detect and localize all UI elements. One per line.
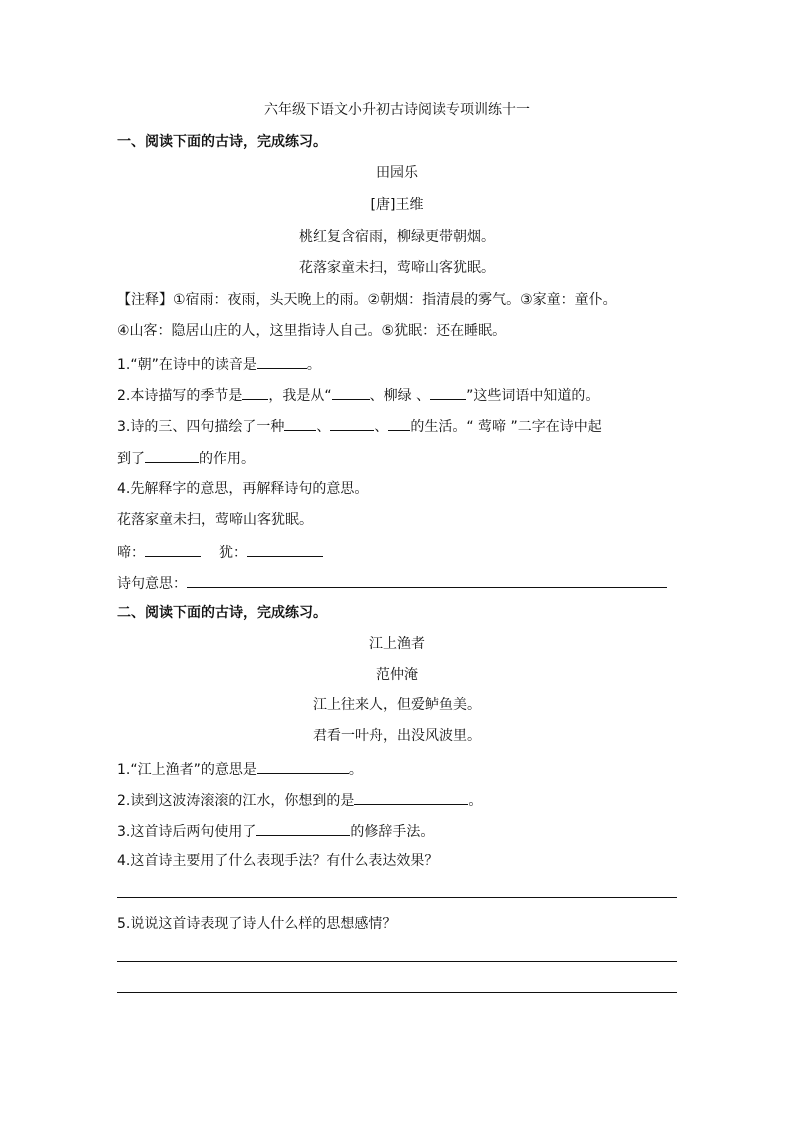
s1-q3-sep2: 、 [374, 419, 389, 435]
poem1-notes-line1: 【注释】①宿雨：夜雨，头天晚上的雨。②朝烟：指清晨的雾气。③家童：童仆。 [117, 292, 617, 308]
s1-q3-blank1[interactable] [284, 415, 316, 431]
s1-question1 [117, 353, 677, 375]
s1-q4-you-label: 犹： [219, 545, 247, 561]
s2-q3-text: 3.这首诗后两句使用了 [117, 824, 257, 840]
s2-question4: 4.这首诗主要用了什么表现手法？有什么表达效果？ [117, 853, 439, 869]
poem2-title: 江上渔者 [369, 636, 425, 652]
s1-q2-text-a: 2.本诗描写的季节是 [117, 388, 243, 404]
s2-q2-blank[interactable] [354, 789, 468, 805]
s1-q3-text-e: 到了 [117, 451, 145, 467]
section2-heading: 二、阅读下面的古诗，完成练习。 [117, 605, 327, 621]
section1-heading: 一、阅读下面的古诗，完成练习。 [117, 134, 327, 150]
s1-q3-text-f: 的作用。 [199, 451, 255, 467]
s2-q1-blank[interactable] [257, 758, 349, 774]
s2-q2-text: 2.读到这波涛滚滚的江水，你想到的是 [117, 793, 355, 809]
s2-q1-text: 1.“江上渔者”的意思是 [117, 762, 257, 778]
s1-q4-meaning-label: 诗句意思： [117, 576, 187, 592]
s2-question2 [117, 789, 677, 811]
s1-q4-ti-blank[interactable] [145, 541, 201, 557]
s1-question3-cont [117, 447, 677, 469]
poem1-notes-line2: ④山客：隐居山庄的人，这里指诗人自己。⑤犹眠：还在睡眠。 [117, 323, 507, 339]
poem1-line2: 花落家童未扫，莺啼山客犹眠。 [299, 260, 495, 276]
s1-q4-meaning-blank[interactable] [187, 572, 667, 588]
poem1-title: 田园乐 [376, 165, 418, 181]
poem1-line1: 桃红复含宿雨，柳绿更带朝烟。 [299, 229, 495, 245]
s1-q4-poem-line: 花落家童未扫，莺啼山客犹眠。 [117, 512, 313, 528]
document-title: 六年级下语文小升初古诗阅读专项训练十一 [264, 102, 530, 118]
s1-q1-end: 。 [306, 357, 321, 373]
s2-question5: 5.说说这首诗表现了诗人什么样的思想感情？ [117, 916, 397, 932]
s2-q3-end: 的修辞手法。 [350, 824, 435, 840]
s1-question3 [117, 415, 677, 437]
poem2-line2: 君看一叶舟，出没风波里。 [313, 728, 481, 744]
s1-q3-blank4[interactable] [145, 447, 199, 463]
s1-q4-meaning [117, 572, 677, 594]
s2-q2-end: 。 [468, 793, 483, 809]
s1-question4: 4.先解释字的意思，再解释诗句的意思。 [117, 481, 369, 497]
s2-q3-blank[interactable] [256, 820, 350, 836]
s2-q5-answer-line1[interactable] [117, 961, 677, 962]
s1-q3-sep1: 、 [316, 419, 331, 435]
s1-q2-blank-word1[interactable] [332, 384, 370, 400]
s2-q5-answer-line2[interactable] [117, 992, 677, 993]
s1-q2-blank-word2[interactable] [430, 384, 466, 400]
s1-q3-blank2[interactable] [330, 415, 374, 431]
s1-q3-blank3[interactable] [388, 415, 410, 431]
s1-q4-char-answers [117, 541, 677, 563]
s1-q2-text-c: 、柳绿 、 [369, 388, 431, 404]
s1-q2-text-d: ”这些词语中知道的。 [466, 388, 600, 404]
s1-q1-blank[interactable] [257, 353, 307, 369]
s1-question2 [117, 384, 677, 406]
poem1-author: [唐]王维 [370, 197, 424, 213]
s2-question3 [117, 820, 677, 842]
s2-q1-end: 。 [348, 762, 363, 778]
s1-q2-text-b: ，我是从“ [268, 388, 332, 404]
s2-q4-answer-line[interactable] [117, 897, 677, 898]
s1-q4-ti-label: 啼： [117, 545, 145, 561]
s1-q3-text-d: 的生活。“ 莺啼 ”二字在诗中起 [410, 419, 602, 435]
s1-q3-text-a: 3.诗的三、四句描绘了一种 [117, 419, 285, 435]
poem2-line1: 江上往来人，但爱鲈鱼美。 [313, 697, 481, 713]
poem2-author: 范仲淹 [376, 667, 418, 683]
s1-q1-text: 1.“朝”在诗中的读音是 [117, 357, 257, 373]
s2-question1 [117, 758, 677, 780]
s1-q2-blank-season[interactable] [242, 384, 268, 400]
s1-q4-you-blank[interactable] [247, 541, 323, 557]
